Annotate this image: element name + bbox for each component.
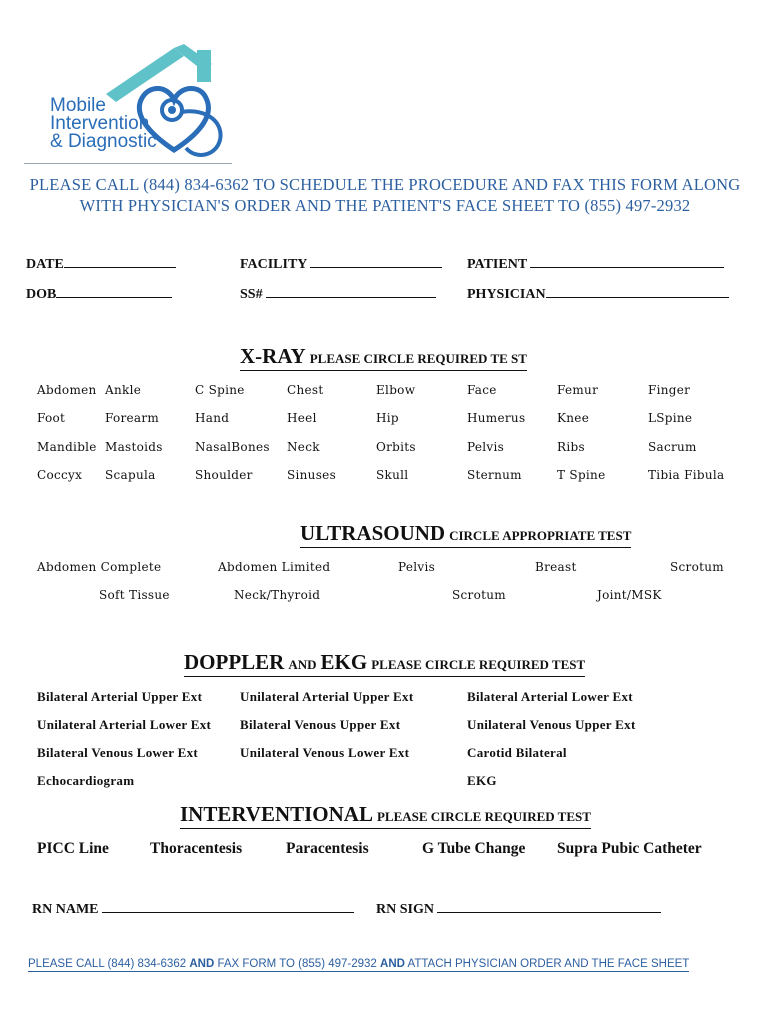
- interventional-option[interactable]: Supra Pubic Catheter: [557, 840, 702, 857]
- ultrasound-option[interactable]: Breast: [535, 560, 577, 574]
- xray-option[interactable]: Ribs: [557, 440, 585, 454]
- ss-label: SS#: [240, 287, 263, 302]
- xray-option[interactable]: Foot: [37, 411, 66, 425]
- xray-option[interactable]: Abdomen: [37, 383, 97, 397]
- xray-option[interactable]: C Spine: [195, 383, 245, 397]
- footer-part-3: ATTACH PHYSICIAN ORDER AND THE FACE SHEET: [407, 958, 690, 970]
- logo-divider: [24, 163, 232, 164]
- ultrasound-option[interactable]: Soft Tissue: [99, 588, 170, 602]
- header-line-1: PLEASE CALL (844) 834-6362 TO SCHEDULE THE PROCEDURE AND FAX THIS FORM ALONG: [29, 175, 741, 194]
- doppler-option[interactable]: Bilateral Venous Lower Ext: [37, 745, 199, 760]
- date-line[interactable]: [64, 255, 176, 268]
- footer-part-2: FAX FORM TO (855) 497-2932: [217, 958, 377, 970]
- dob-field[interactable]: [26, 285, 172, 303]
- logo-line-diagnostic: & Diagnostic: [50, 131, 157, 152]
- xray-option[interactable]: Sacrum: [648, 440, 697, 454]
- ultrasound-title: ULTRASOUND: [300, 521, 446, 545]
- xray-option[interactable]: LSpine: [648, 411, 693, 425]
- header-line-2: WITH PHYSICIAN'S ORDER AND THE PATIENT'S FACE SHEET TO (855) 497-2932: [79, 196, 691, 215]
- dob-label: DOB: [26, 287, 57, 302]
- rn-sign-line[interactable]: [437, 900, 661, 913]
- doppler-subtitle: PLEASE CIRCLE REQUIRED TEST: [371, 657, 586, 672]
- facility-label: FACILITY: [240, 257, 307, 272]
- facility-field[interactable]: [240, 255, 442, 273]
- doppler-option[interactable]: Unilateral Venous Lower Ext: [240, 745, 410, 760]
- xray-option[interactable]: Ankle: [105, 383, 142, 397]
- xray-option[interactable]: Hip: [376, 411, 399, 425]
- ultrasound-option[interactable]: Abdomen Complete: [37, 560, 162, 574]
- xray-option[interactable]: Finger: [648, 383, 691, 397]
- xray-option[interactable]: Scapula: [105, 468, 156, 482]
- xray-option[interactable]: Face: [467, 383, 497, 397]
- interventional-option[interactable]: Thoracentesis: [150, 840, 243, 857]
- xray-option[interactable]: Sternum: [467, 468, 522, 482]
- xray-option[interactable]: Pelvis: [467, 440, 505, 454]
- interventional-option[interactable]: PICC Line: [37, 840, 109, 857]
- interventional-section-title: [180, 802, 591, 829]
- doppler-option[interactable]: Bilateral Venous Upper Ext: [240, 717, 401, 732]
- ultrasound-option[interactable]: Pelvis: [398, 560, 436, 574]
- doppler-section-title: [184, 650, 585, 677]
- xray-title: X-RAY: [240, 344, 306, 368]
- interventional-subtitle: PLEASE CIRCLE REQUIRED TEST: [376, 809, 591, 824]
- logo-line-intervention: Intervention: [50, 113, 150, 134]
- xray-section-title: [240, 344, 527, 371]
- xray-option[interactable]: Shoulder: [195, 468, 253, 482]
- ss-line[interactable]: [266, 285, 436, 298]
- doppler-option[interactable]: EKG: [467, 773, 497, 788]
- footer-instructions: [28, 958, 689, 972]
- xray-option[interactable]: Heel: [287, 411, 317, 425]
- ekg-title: EKG: [320, 650, 368, 674]
- interventional-option[interactable]: G Tube Change: [422, 840, 526, 857]
- xray-option[interactable]: NasalBones: [195, 440, 270, 454]
- xray-option[interactable]: Mastoids: [105, 440, 163, 454]
- xray-option[interactable]: Coccyx: [37, 468, 83, 482]
- xray-option[interactable]: Sinuses: [287, 468, 337, 482]
- rn-name-field[interactable]: [32, 900, 354, 918]
- date-label: DATE: [26, 257, 64, 272]
- xray-option[interactable]: Orbits: [376, 440, 416, 454]
- xray-option[interactable]: Neck: [287, 440, 320, 454]
- footer-and-2: AND: [380, 958, 405, 970]
- xray-option[interactable]: Skull: [376, 468, 409, 482]
- date-field[interactable]: [26, 255, 176, 273]
- patient-label: PATIENT: [467, 257, 527, 272]
- interventional-option[interactable]: Paracentesis: [286, 840, 369, 857]
- company-logo: [24, 42, 234, 164]
- patient-line[interactable]: [530, 255, 724, 268]
- xray-option[interactable]: Elbow: [376, 383, 416, 397]
- physician-line[interactable]: [546, 285, 729, 298]
- instructions-header: [0, 174, 770, 216]
- xray-option[interactable]: Humerus: [467, 411, 526, 425]
- logo-line-mobile: Mobile: [50, 95, 106, 116]
- xray-option[interactable]: Forearm: [105, 411, 160, 425]
- doppler-option[interactable]: Carotid Bilateral: [467, 745, 567, 760]
- doppler-option[interactable]: Bilateral Arterial Lower Ext: [467, 689, 633, 704]
- xray-option[interactable]: Mandible: [37, 440, 97, 454]
- ultrasound-option[interactable]: Scrotum: [452, 588, 506, 602]
- xray-option[interactable]: T Spine: [557, 468, 606, 482]
- interventional-title: INTERVENTIONAL: [180, 802, 373, 826]
- xray-option[interactable]: Tibia Fibula: [648, 468, 725, 482]
- facility-line[interactable]: [310, 255, 442, 268]
- rn-sign-field[interactable]: [376, 900, 661, 918]
- doppler-option[interactable]: Echocardiogram: [37, 773, 135, 788]
- xray-option[interactable]: Femur: [557, 383, 599, 397]
- doppler-option[interactable]: Bilateral Arterial Upper Ext: [37, 689, 203, 704]
- doppler-option[interactable]: Unilateral Venous Upper Ext: [467, 717, 636, 732]
- physician-field[interactable]: [467, 285, 729, 303]
- rn-name-label: RN NAME: [32, 902, 99, 917]
- xray-subtitle: PLEASE CIRCLE REQUIRED TE ST: [309, 351, 527, 366]
- patient-field[interactable]: [467, 255, 724, 273]
- rn-name-line[interactable]: [102, 900, 354, 913]
- footer-part-1: PLEASE CALL (844) 834-6362: [28, 958, 187, 970]
- ultrasound-option[interactable]: Scrotum: [670, 560, 724, 574]
- doppler-title: DOPPLER: [184, 650, 285, 674]
- doppler-option[interactable]: Unilateral Arterial Lower Ext: [37, 717, 212, 732]
- ultrasound-subtitle: CIRCLE APPROPRIATE TEST: [449, 528, 632, 543]
- ultrasound-option[interactable]: Neck/Thyroid: [234, 588, 321, 602]
- xray-option[interactable]: Hand: [195, 411, 230, 425]
- ultrasound-section-title: [300, 521, 631, 548]
- ultrasound-option[interactable]: Joint/MSK: [597, 588, 662, 602]
- xray-option[interactable]: Chest: [287, 383, 324, 397]
- dob-line[interactable]: [56, 285, 172, 298]
- rn-sign-label: RN SIGN: [376, 902, 434, 917]
- doppler-option[interactable]: Unilateral Arterial Upper Ext: [240, 689, 414, 704]
- doppler-and: AND: [288, 657, 317, 672]
- xray-option[interactable]: Knee: [557, 411, 590, 425]
- ultrasound-option[interactable]: Abdomen Limited: [218, 560, 331, 574]
- ss-field[interactable]: [240, 285, 436, 303]
- physician-label: PHYSICIAN: [467, 287, 546, 302]
- footer-and-1: AND: [189, 958, 215, 970]
